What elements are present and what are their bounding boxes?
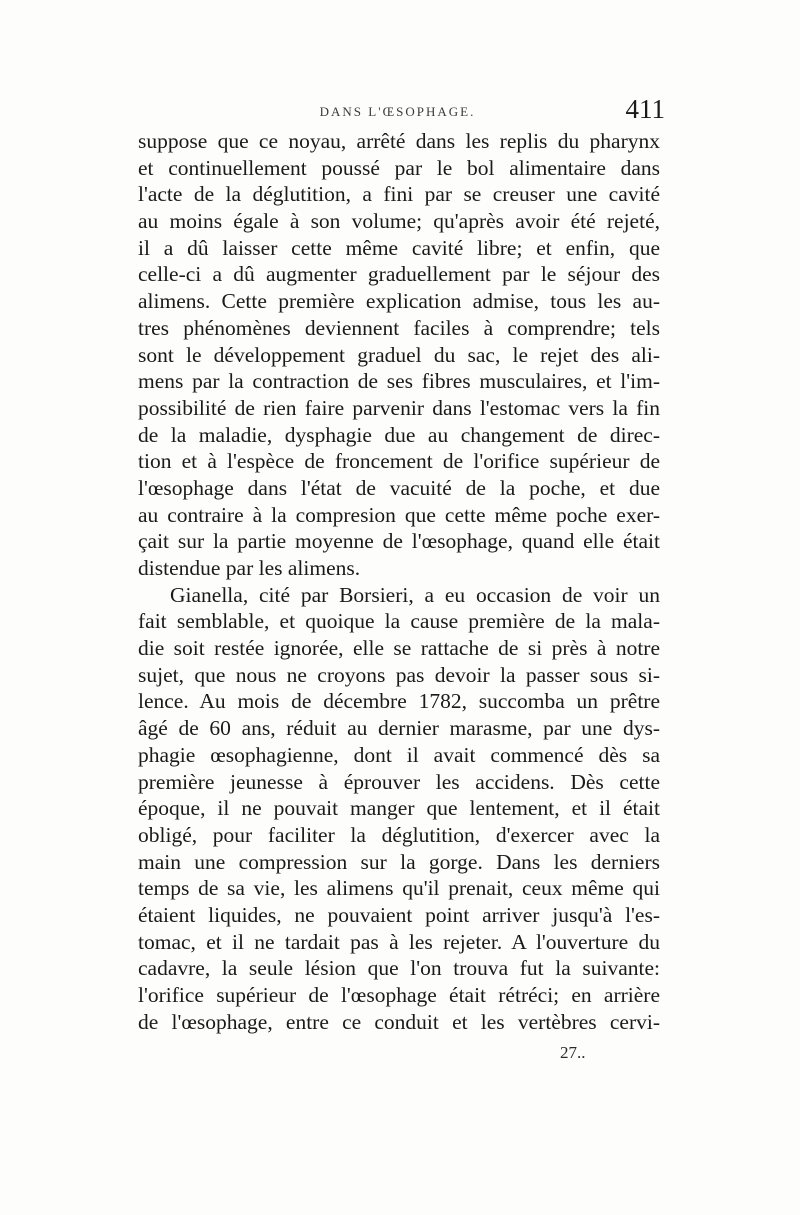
text-line: die soit restée ignorée, elle se rattache de si près à notre — [138, 636, 660, 661]
text-line: et continuellement poussé par le bol alimentaire dans — [138, 155, 660, 180]
text-line: au moins égale à son volume; qu'après avoir été rejeté, — [138, 209, 660, 234]
text-line: fait semblable, et quoique la cause première de la mala- — [138, 609, 660, 634]
text-line: temps de sa vie, les alimens qu'il prenait, ceux même qui — [138, 876, 660, 901]
text-line: lence. Au mois de décembre 1782, succomba un prêtre — [138, 689, 660, 714]
text-line: de l'œsophage, entre ce conduit et les vertèbres cervi- — [138, 1009, 660, 1034]
text-line: tres phénomènes deviennent faciles à comprendre; tels — [138, 315, 660, 340]
text-line: sujet, que nous ne croyons pas devoir la passer sous si- — [138, 662, 660, 687]
signature-mark: 27.. — [560, 1043, 586, 1062]
running-title: DANS L'ŒSOPHAGE. — [319, 104, 476, 119]
body-text — [138, 128, 660, 1035]
text-line: âgé de 60 ans, réduit au dernier marasme, par une dys- — [138, 716, 660, 741]
text-line: obligé, pour faciliter la déglutition, d'exercer avec la — [138, 822, 660, 847]
text-line: l'orifice supérieur de l'œsophage était rétréci; en arrière — [138, 983, 660, 1007]
page-number: 411 — [625, 94, 665, 124]
text-line: possibilité de rien faire parvenir dans l'estomac vers la fin — [138, 395, 660, 420]
text-line: celle-ci a dû augmenter graduellement par le séjour des — [138, 262, 660, 287]
text-line: il a dû laisser cette même cavité libre; et enfin, que — [138, 235, 660, 260]
text-line: étaient liquides, ne pouvaient point arriver jusqu'à l'es- — [138, 902, 660, 927]
text-line: époque, il ne pouvait manger que lentement, et il était — [138, 796, 660, 821]
text-line: çait sur la partie moyenne de l'œsophage, quand elle était — [138, 529, 660, 554]
text-line: alimens. Cette première explication admise, tous les au- — [138, 289, 660, 314]
text-line: tomac, et il ne tardait pas à les rejeter. A l'ouverture du — [138, 929, 660, 954]
text-line: phagie œsophagienne, dont il avait commencé dès sa — [138, 742, 660, 767]
text-line: suppose que ce noyau, arrêté dans les replis du pharynx — [138, 129, 660, 153]
paragraph-2 — [138, 582, 660, 1036]
text-line: distendue par les alimens. — [138, 556, 361, 580]
running-head — [130, 94, 665, 128]
text-line: main une compression sur la gorge. Dans les derniers — [138, 849, 660, 874]
text-line: première jeunesse à éprouver les accidens. Dès cette — [138, 769, 660, 794]
text-line: cadavre, la seule lésion que l'on trouva fut la suivante: — [138, 956, 660, 981]
text-line: l'acte de la déglutition, a fini par se creuser une cavité — [138, 182, 660, 207]
text-line: Gianella, cité par Borsieri, a eu occasion de voir un — [170, 582, 660, 607]
text-line: l'œsophage dans l'état de vacuité de la poche, et due — [138, 475, 660, 500]
text-line: tion et à l'espèce de froncement de l'orifice supérieur de — [138, 449, 660, 474]
text-line: au contraire à la compresion que cette même poche exer- — [138, 502, 660, 527]
text-line: sont le développement graduel du sac, le rejet des ali- — [138, 342, 660, 367]
text-line: de la maladie, dysphagie due au changement de direc- — [138, 422, 660, 447]
paragraph-1 — [138, 128, 660, 582]
text-line: mens par la contraction de ses fibres musculaires, et l'im- — [138, 369, 660, 394]
